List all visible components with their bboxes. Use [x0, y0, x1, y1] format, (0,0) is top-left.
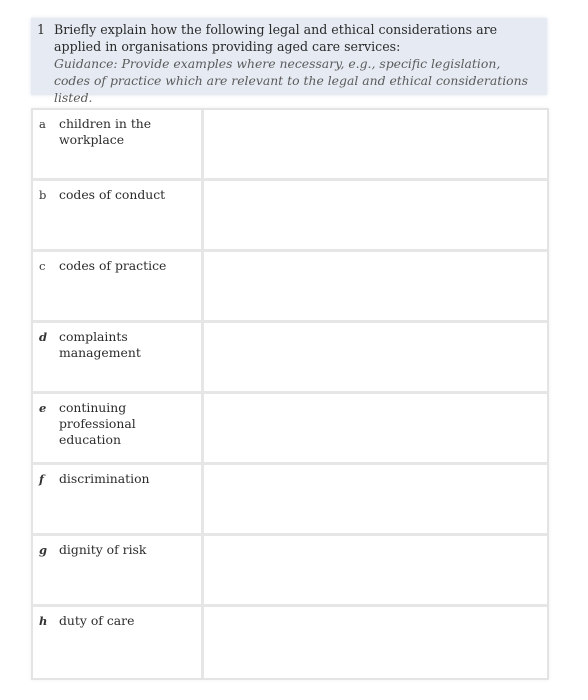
answer-cell-g[interactable] [204, 536, 547, 604]
item-label: dignity of risk [59, 542, 147, 557]
item-label-cell [33, 323, 204, 391]
answer-cell-f[interactable] [204, 465, 547, 533]
question-header [37, 21, 539, 55]
item-letter: h [39, 614, 48, 628]
item-label: children in the workplace [59, 116, 152, 147]
item-label-cell [33, 394, 204, 462]
table-row-b [33, 181, 547, 252]
item-label-cell [33, 607, 204, 678]
item-label-cell [33, 536, 204, 604]
item-label-cell [33, 110, 204, 178]
question-guidance: Guidance: Provide examples where necessary, e.g., specific legislation, codes of practice which are relevant to the legal and ethical considerations listed. [54, 56, 528, 105]
item-label: codes of conduct [59, 187, 166, 202]
item-letter: d [39, 330, 48, 344]
item-label: continuing professional education [59, 400, 136, 447]
answer-cell-b[interactable] [204, 181, 547, 249]
item-label: complaints management [59, 329, 141, 360]
answer-cell-a[interactable] [204, 110, 547, 178]
item-label-cell [33, 181, 204, 249]
table-row-g [33, 536, 547, 607]
answer-table [31, 108, 549, 680]
answer-cell-e[interactable] [204, 394, 547, 462]
item-label: codes of practice [59, 258, 167, 273]
table-row-h [33, 607, 547, 678]
answer-cell-d[interactable] [204, 323, 547, 391]
question-number: 1 [37, 22, 46, 37]
item-label: duty of care [59, 613, 135, 628]
question-text: Briefly explain how the following legal and ethical considerations are applied in organisations providing aged care services: [54, 22, 498, 54]
table-row-a [33, 110, 547, 181]
item-letter: f [39, 472, 44, 486]
table-row-c [33, 252, 547, 323]
item-letter: a [39, 117, 46, 131]
question-box [31, 18, 547, 105]
item-letter: c [39, 259, 46, 273]
item-label: discrimination [59, 471, 150, 486]
item-letter: g [39, 543, 48, 557]
table-row-e [33, 394, 547, 465]
answer-cell-c[interactable] [204, 252, 547, 320]
table-row-d [33, 323, 547, 394]
item-letter: e [39, 401, 47, 415]
answer-cell-h[interactable] [204, 607, 547, 678]
table-row-f [33, 465, 547, 536]
item-label-cell [33, 465, 204, 533]
item-label-cell [33, 252, 204, 320]
item-letter: b [39, 188, 47, 202]
